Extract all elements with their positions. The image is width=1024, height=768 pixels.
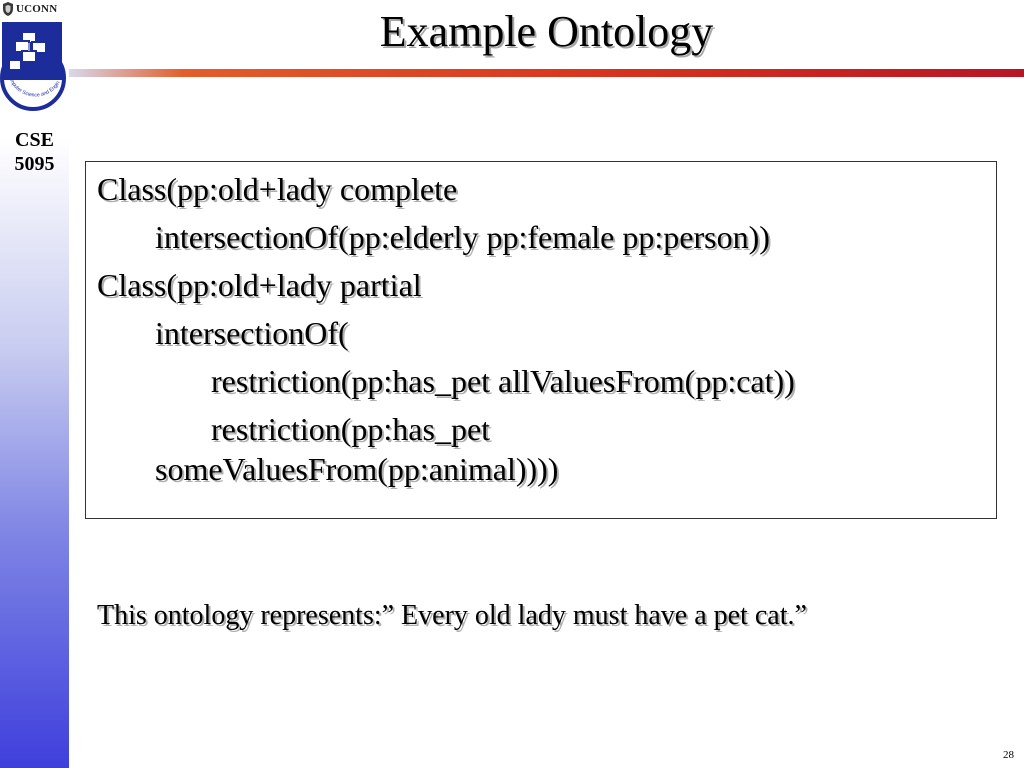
left-sidebar bbox=[0, 0, 69, 768]
slide-title: Example Ontology bbox=[379, 7, 714, 56]
code-line: restriction(pp:has_pet bbox=[211, 411, 491, 447]
code-line: intersectionOf(pp:elderly pp:female pp:person)) bbox=[155, 219, 770, 255]
code-line: restriction(pp:has_pet allValuesFrom(pp:cat)) bbox=[211, 363, 795, 399]
page-number: 28 bbox=[1003, 749, 1014, 761]
husky-crest-icon bbox=[2, 2, 14, 16]
course-code-line1: CSE bbox=[15, 129, 54, 151]
ontology-summary: This ontology represents:” Every old lady must have a pet cat.” bbox=[97, 600, 807, 631]
course-code-line2: 5095 bbox=[14, 153, 55, 175]
uconn-mark bbox=[2, 1, 57, 17]
ontology-code-box bbox=[85, 161, 997, 519]
cse-department-seal-icon bbox=[0, 20, 66, 112]
code-line: Class(pp:old+lady partial bbox=[97, 267, 422, 303]
code-line: someValuesFrom(pp:animal)))) bbox=[155, 451, 559, 487]
code-line: intersectionOf( bbox=[155, 315, 349, 351]
logo-ring-text: Computer Science and Engin bbox=[5, 72, 62, 99]
code-line: Class(pp:old+lady complete bbox=[97, 171, 458, 207]
uconn-label: UCONN bbox=[16, 3, 58, 15]
title-divider bbox=[69, 69, 1024, 77]
course-code bbox=[0, 128, 69, 176]
